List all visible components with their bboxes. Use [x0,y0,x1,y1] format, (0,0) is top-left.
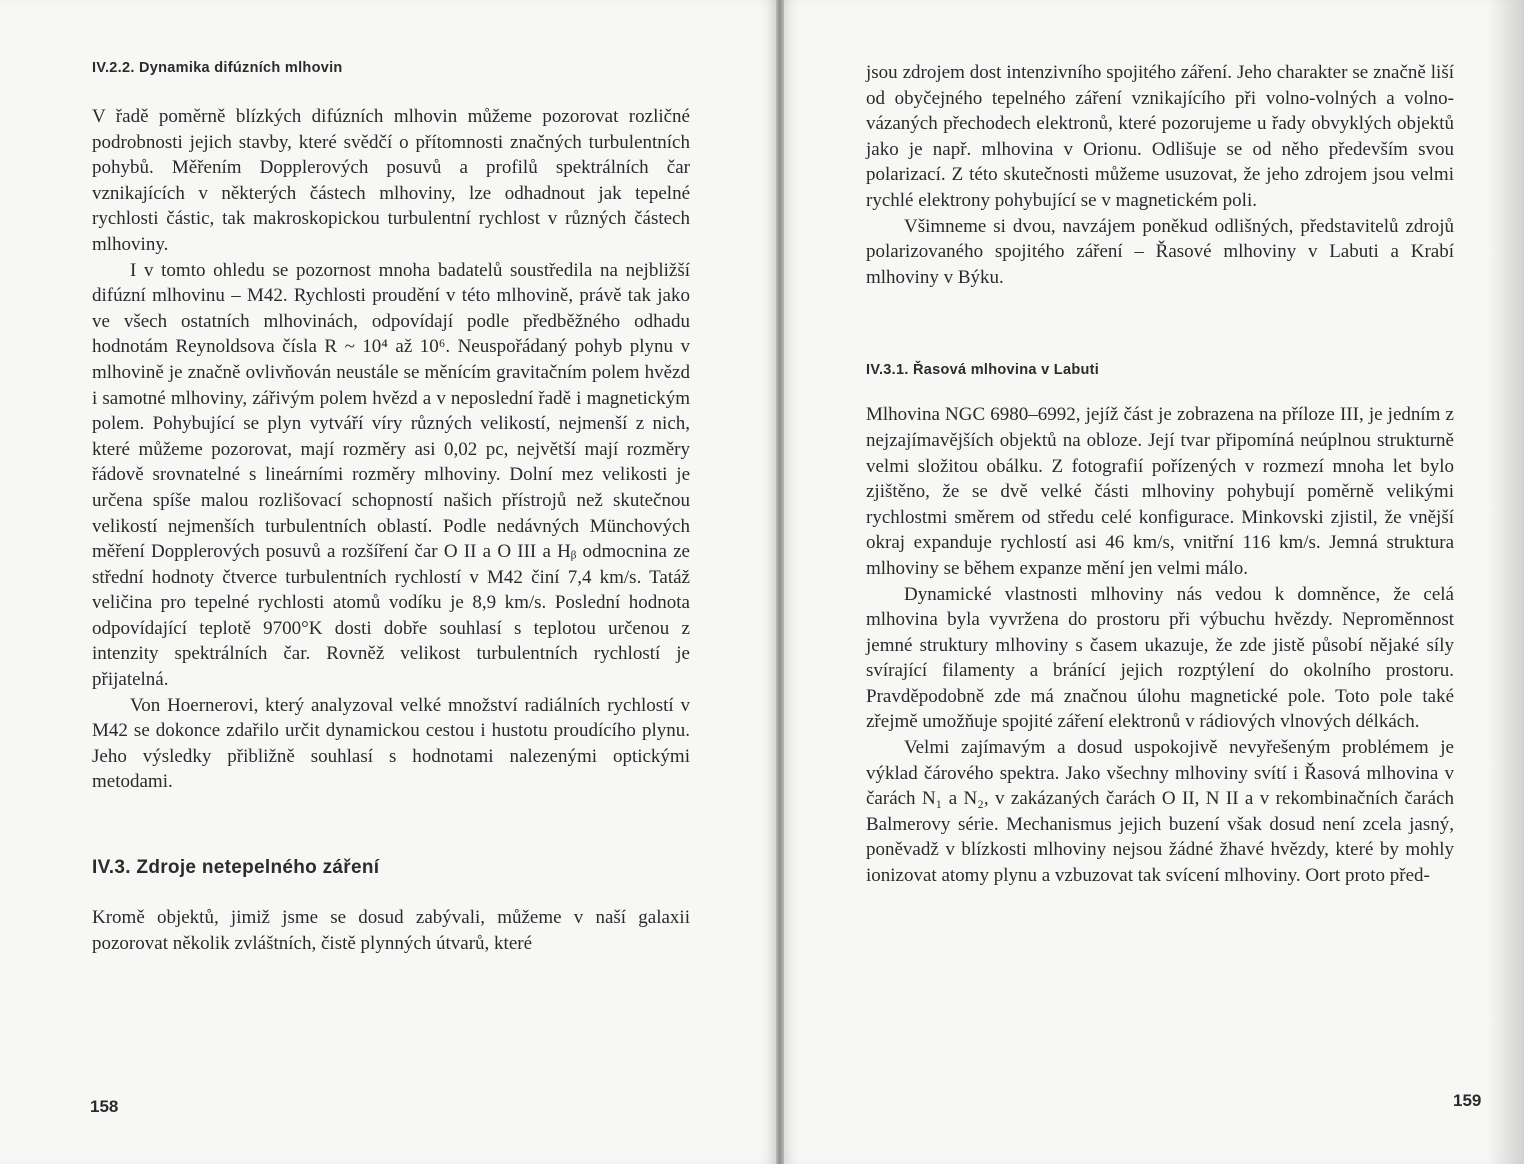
paragraph: Mlhovina NGC 6980–6992, jejíž část je zobrazena na příloze III, je jedním z nejzajímavějších objektů na obloze. Její tvar připomíná neúplnou strukturně velmi složitou obálku. Z fotografií pořízených v rozmezí mnoha let bylo zjištěno, že se dvě velké části mlhoviny pohybují poměrně velikými rychlostmi směrem od středu celé konfigurace. Minkovski zjistil, že vnější okraj expanduje rychlostí asi 46 km/s, vnitřní 116 km/s. Jemná struktura mlhoviny se během expanze mění jen velmi málo. [866,404,1454,579]
paragraph: jsou zdrojem dost intenzivního spojitého záření. Jeho charakter se značně liší od obyčejného tepelného záření vznikajícího při volno-volných a volno-vázaných přechodech elektronů, které pozorujeme u řady obvyklých objektů jako je např. mlhovina v Orionu. Odlišuje se od něho především svou polarizací. Z této skutečnosti můžeme usuzovat, že jeho zdrojem jsou velmi rychlé elektrony pohybující se v magnetickém poli. [866,62,1454,211]
paragraph: Velmi zajímavým a dosud uspokojivě nevyřešeným problémem je výklad čárového spektra. Jako všechny mlhoviny svítí i Řasová mlhovina v čarách N₁ a N₂, v zakázaných čarách O II, N II a v rekombinačních čarách Balmerovy série. Mechanismus jejich buzení však dosud není zcela jasný, poněvadž v blízkosti mlhoviny nejsou žádné žhavé hvězdy, které by mohly ionizovat atomy plynu a vzbuzovat tak svícení mlhoviny. Oort proto před- [866,737,1454,887]
left-text-column [92,60,690,956]
paragraph: V řadě poměrně blízkých difúzních mlhovin můžeme pozorovat rozličné podrobnosti jejich stavby, které svědčí o přítomnosti značných turbulentních pohybů. Měřením Dopplerových posuvů a profilů spektrálních čar vznikajících v některých částech mlhoviny, lze odhadnout jak tepelné rychlosti částic, tak makroskopickou turbulentní rychlost v různých částech mlhoviny. [92,106,690,255]
page-edge-shadow [1488,0,1524,1164]
page-number: 158 [90,1097,119,1116]
paragraph: Všimneme si dvou, navzájem poněkud odlišných, představitelů zdrojů polarizovaného spojitého záření – Řasové mlhoviny v Labuti a Krabí mlhoviny v Býku. [866,215,1454,288]
paragraph: Kromě objektů, jimiž jsme se dosud zabývali, můžeme v naší galaxii pozorovat několik zvláštních, čistě plynných útvarů, které [92,907,690,954]
section-heading-iv-2-2: IV.2.2. Dynamika difúzních mlhovin [92,60,343,76]
paragraph: Dynamické vlastnosti mlhoviny nás vedou k domněnce, že celá mlhovina byla vyvržena do prostoru při výbuchu hvězdy. Neproměnnost jemné struktury mlhoviny s časem ukazuje, že zde jistě působí nějaké síly svírající filamenty a bránící jejich rozptýlení do okolního prostoru. Pravděpodobně zde má značnou úlohu magnetické pole. Toto pole také zřejmě umožňuje spojité záření elektronů v rádiových vlnových délkách. [866,583,1454,733]
chapter-heading-iv-3: IV.3. Zdroje netepelného záření [92,857,380,879]
paragraph: I v tomto ohledu se pozornost mnoha badatelů soustředila na nejbližší difúzní mlhovinu – M42. Rychlosti proudění v této mlhovině, právě tak jako ve všech ostatních mlhovinách, odpovídají podle předběžného odhadu hodnotám Reynoldsova čísla R ~ 10⁴ až 10⁶. Neuspořádaný pohyb plynu v mlhovině je značně ovlivňován neustále se měnícím gravitačním polem hvězd i samotné mlhoviny, zářivým polem hvězd a v neposlední řadě i magnetickým polem. Pohybující se plyn vytváří víry různých velikostí, nejmenší z nich, které můžeme pozorovat, mají rozměry asi 0,02 pc, největší mají rozměry řádově srovnatelné s lineárními rozměry mlhoviny. Dolní mez velikosti je určena spíše malou rozlišovací schopností našich přístrojů než skutečnou velikostí nejmenších turbulentních oblastí. Podle nedávných Münchových měření Dopplerových posuvů a rozšíření čar O II a O III a Hᵦ odmocnina ze střední hodnoty čtverce turbulentních rychlostí v M42 činí 7,4 km/s. Tatáž veličina pro tepelné rychlosti atomů vodíku je 8,9 km/s. Poslední hodnota odpovídající teplotě 9700°K dosti dobře souhlasí s teplotou určenou z intenzity spektrálních čar. Rovněž velikost turbulentních rychlostí je přijatelná. [92,259,690,691]
section-heading-iv-3-1: IV.3.1. Řasová mlhovina v Labuti [866,362,1100,379]
right-text-column [866,60,1454,889]
page-number: 159 [1453,1091,1482,1110]
right-page [784,0,1524,1164]
book-gutter [776,0,784,1164]
paragraph: Von Hoernerovi, který analyzoval velké množství radiálních rychlostí v M42 se dokonce zdařilo určit dynamickou cestou i hustotu proudícího plynu. Jeho výsledky přibližně souhlasí s hodnotami nalezenými optickými metodami. [92,694,690,793]
